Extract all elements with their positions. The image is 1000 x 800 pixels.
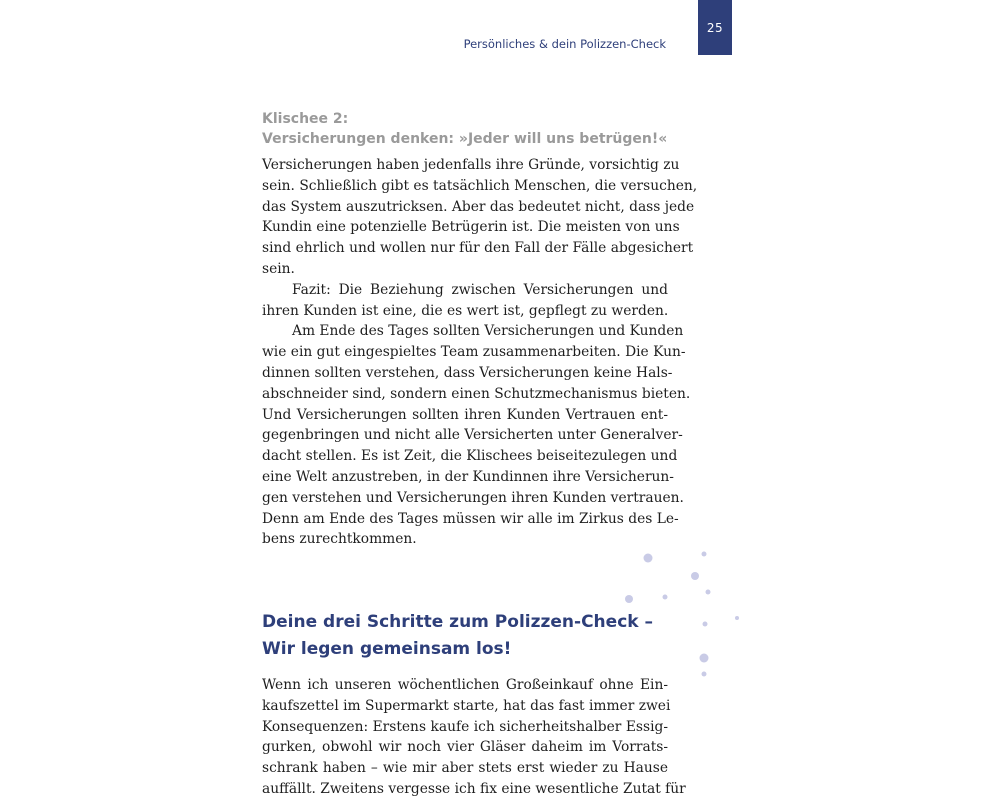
decorative-dot bbox=[706, 590, 711, 595]
text-line: schrank haben – wie mir aber stets erst wieder zu Hause bbox=[262, 760, 668, 777]
decorative-dot bbox=[644, 554, 653, 563]
text-line: gegenbringen und nicht alle Versicherten unter Generalver- bbox=[262, 427, 683, 444]
body-text-block-1 bbox=[262, 155, 698, 550]
text-line: dinnen sollten verstehen, dass Versicherungen keine Hals- bbox=[262, 364, 673, 381]
text-line: ihren Kunden ist eine, die es wert ist, gepflegt zu werden. bbox=[262, 302, 669, 319]
decorative-dot bbox=[691, 572, 699, 580]
text-line: Wenn ich unseren wöchentlichen Großeinkauf ohne Ein- bbox=[262, 677, 668, 693]
text-line: sind ehrlich und wollen nur für den Fall der Fälle abgesichert bbox=[262, 240, 694, 257]
text-line: Am Ende des Tages sollten Versicherungen und Kunden bbox=[292, 323, 684, 340]
text-line: Versicherungen haben jedenfalls ihre Gründe, vorsichtig zu bbox=[262, 157, 680, 173]
cliche-heading-line-1: Klischee 2: bbox=[262, 111, 349, 127]
text-line: sein. Schließlich gibt es tatsächlich Menschen, die versuchen, bbox=[262, 177, 698, 194]
running-header-title: Persönliches & dein Polizzen-Check bbox=[463, 37, 666, 51]
text-line: wie ein gut eingespieltes Team zusammenarbeiten. Die Kun- bbox=[262, 344, 686, 361]
text-line: sein. bbox=[262, 260, 295, 277]
cliche-heading-line-2: Versicherungen denken: »Jeder will uns betrügen!« bbox=[262, 131, 668, 147]
page-number: 25 bbox=[706, 20, 724, 35]
section-heading-line-2: Wir legen gemeinsam los! bbox=[262, 639, 512, 659]
body-text-block-2 bbox=[262, 675, 686, 800]
page-number-tab bbox=[698, 0, 732, 55]
paragraph-4 bbox=[262, 675, 686, 800]
text-line: kaufszettel im Supermarkt starte, hat das fast immer zwei bbox=[262, 697, 671, 714]
text-line: das System auszutricksen. Aber das bedeutet nicht, dass jede bbox=[262, 198, 695, 215]
decorative-dot bbox=[663, 595, 668, 600]
text-line: gurken, obwohl wir noch vier Gläser daheim im Vorrats- bbox=[262, 739, 668, 756]
text-line: Konsequenzen: Erstens kaufe ich sicherheitshalber Essig- bbox=[262, 718, 668, 735]
decorative-dot bbox=[702, 672, 707, 677]
paragraph-1 bbox=[262, 155, 698, 280]
text-line: Denn am Ende des Tages müssen wir alle im Zirkus des Le- bbox=[262, 510, 679, 527]
text-line: dacht stellen. Es ist Zeit, die Klischees beiseitezulegen und bbox=[262, 448, 678, 465]
text-line: eine Welt anzustreben, in der Kundinnen ihre Versicherun- bbox=[262, 468, 674, 485]
text-line: Kundin eine potenzielle Betrügerin ist. Die meisten von uns bbox=[262, 219, 680, 236]
text-line: Und Versicherungen sollten ihren Kunden Vertrauen ent- bbox=[262, 406, 668, 423]
decorative-dot bbox=[703, 622, 708, 627]
section-heading bbox=[262, 609, 682, 663]
text-line: auffällt. Zweitens vergesse ich fix eine wesentliche Zutat für bbox=[262, 780, 686, 797]
text-line: bens zurechtkommen. bbox=[262, 531, 417, 548]
decorative-dot bbox=[625, 595, 633, 603]
text-line: gen verstehen und Versicherungen ihren Kunden vertrauen. bbox=[262, 489, 684, 506]
decorative-dot bbox=[735, 616, 739, 620]
paragraph-3 bbox=[262, 321, 691, 550]
cliche-heading bbox=[262, 109, 682, 149]
section-heading-line-1: Deine drei Schritte zum Polizzen-Check – bbox=[262, 612, 653, 632]
decorative-dot bbox=[702, 552, 707, 557]
text-line: Fazit: Die Beziehung zwischen Versicherungen und bbox=[292, 281, 668, 298]
text-line: abschneider sind, sondern einen Schutzmechanismus bieten. bbox=[262, 385, 691, 402]
decorative-dot bbox=[700, 654, 709, 663]
paragraph-2 bbox=[262, 280, 668, 322]
